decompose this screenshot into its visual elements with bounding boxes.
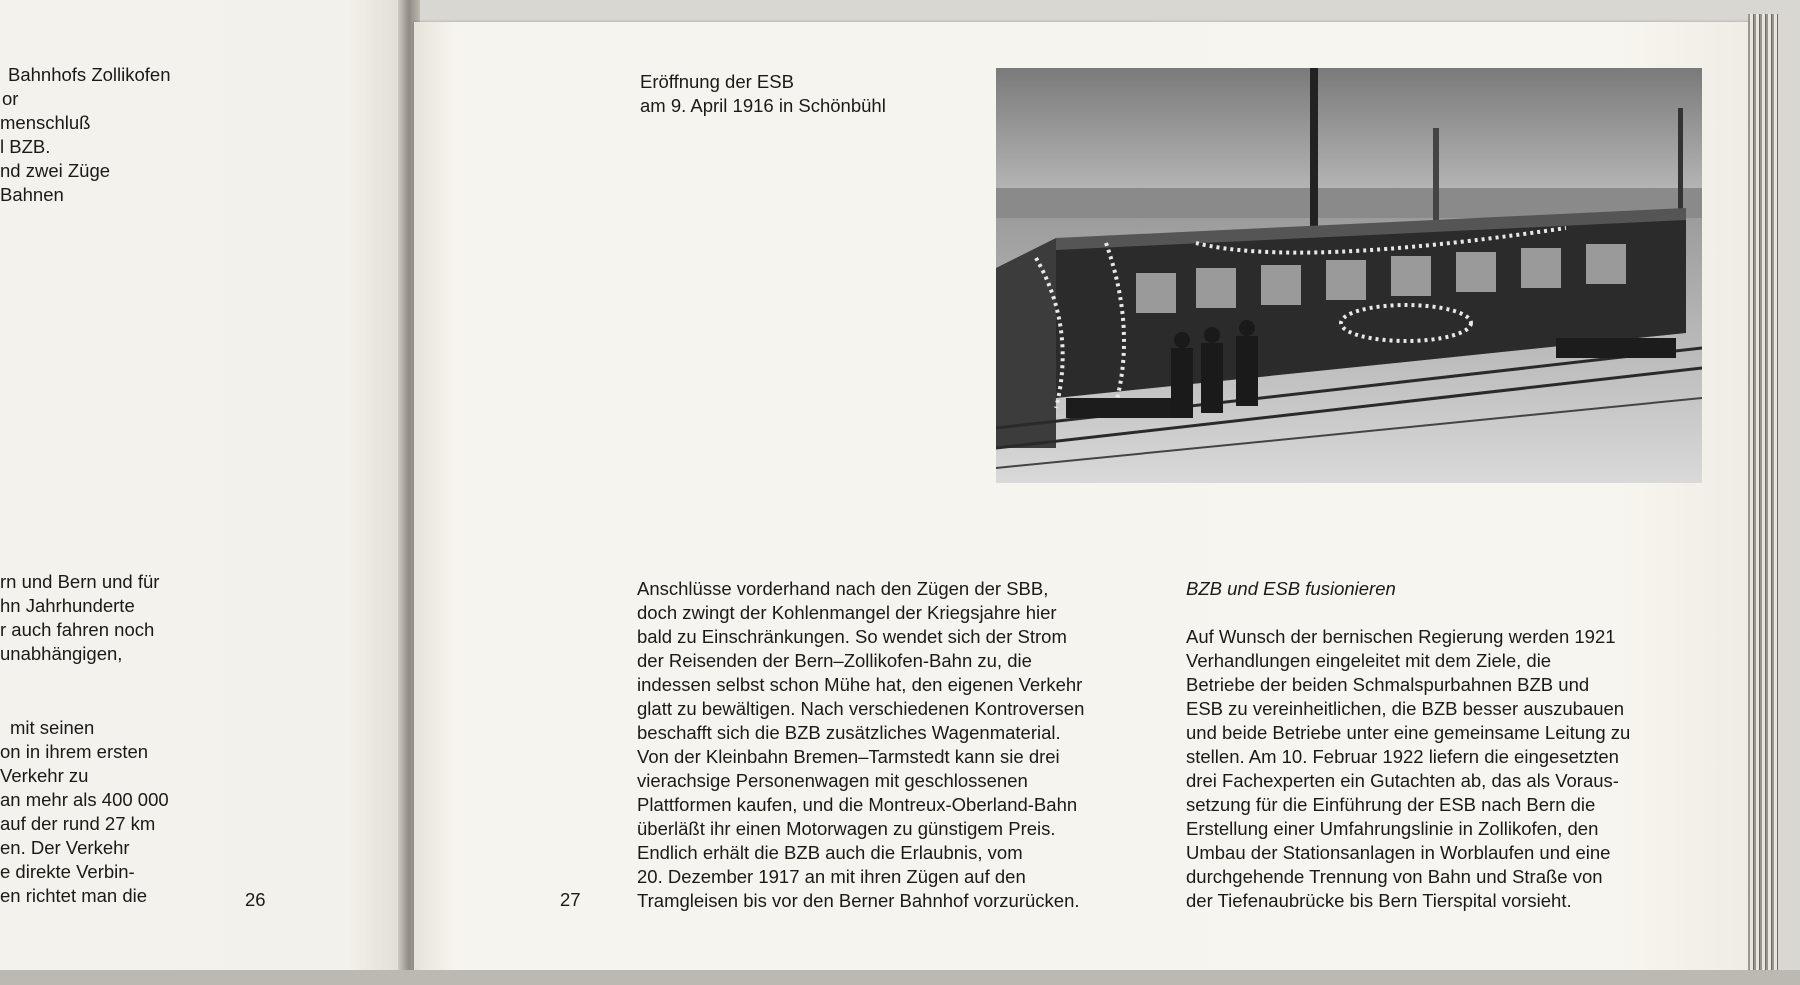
left-low-line: e direkte Verbin- bbox=[0, 861, 135, 882]
body-line: drei Fachexperten ein Gutachten ab, das als Voraus- bbox=[1186, 770, 1619, 791]
left-mid-line: hn Jahrhunderte bbox=[0, 595, 135, 616]
left-low-line: mit seinen bbox=[10, 717, 95, 738]
left-low-line: an mehr als 400 000 bbox=[0, 789, 169, 810]
left-top-line: or bbox=[2, 88, 19, 109]
left-top-line: nd zwei Züge bbox=[0, 160, 111, 181]
left-low-line: en. Der Verkehr bbox=[0, 837, 130, 858]
body-line: glatt zu bewältigen. Nach verschiedenen Kontroversen bbox=[637, 698, 1085, 719]
page-edges bbox=[1748, 14, 1778, 974]
train-photo-graphic bbox=[996, 68, 1702, 483]
left-mid-line: unabhängigen, bbox=[0, 643, 123, 664]
body-line: Plattformen kaufen, und die Montreux-Oberland-Bahn bbox=[637, 794, 1078, 815]
left-low-line: auf der rund 27 km bbox=[0, 813, 156, 834]
left-low-line: en richtet man die bbox=[0, 885, 148, 906]
body-line: überläßt ihr einen Motorwagen zu günstigem Preis. bbox=[637, 818, 1056, 839]
body-line: Erstellung einer Umfahrungslinie in Zollikofen, den bbox=[1186, 818, 1599, 839]
body-line: der Reisenden der Bern–Zollikofen-Bahn zu, die bbox=[637, 650, 1032, 671]
caption-line: am 9. April 1916 in Schönbühl bbox=[640, 95, 886, 116]
body-line: durchgehende Trennung von Bahn und Straße von bbox=[1186, 866, 1603, 887]
body-line: ESB zu vereinheitlichen, die BZB besser auszubauen bbox=[1186, 698, 1625, 719]
body-line: Betriebe der beiden Schmalspurbahnen BZB und bbox=[1186, 674, 1590, 695]
body-line: Endlich erhält die BZB auch die Erlaubnis, vom bbox=[637, 842, 1023, 863]
body-line: stellen. Am 10. Februar 1922 liefern die eingesetzten bbox=[1186, 746, 1619, 767]
body-line: bald zu Einschränkungen. So wendet sich der Strom bbox=[637, 626, 1067, 647]
left-page-text-top bbox=[0, 63, 398, 207]
body-line: Verhandlungen eingeleitet mit dem Ziele, die bbox=[1186, 650, 1552, 671]
body-line: beschafft sich die BZB zusätzliches Wagenmaterial. bbox=[637, 722, 1061, 743]
body-text-column-1 bbox=[637, 577, 1084, 913]
body-line: vierachsige Personenwagen mit geschlossenen bbox=[637, 770, 1028, 791]
left-low-line: on in ihrem ersten bbox=[0, 741, 149, 762]
bottom-shadow bbox=[0, 970, 1800, 985]
historic-train-photo bbox=[996, 68, 1702, 483]
body-line: 20. Dezember 1917 an mit ihren Zügen auf den bbox=[637, 866, 1026, 887]
left-mid-line: rn und Bern und für bbox=[0, 571, 160, 592]
body-line: indessen selbst schon Mühe hat, den eigenen Verkehr bbox=[637, 674, 1083, 695]
body-line: Tramgleisen bis vor den Berner Bahnhof vorzurücken. bbox=[637, 890, 1080, 911]
left-top-line: menschluß bbox=[0, 112, 91, 133]
caption-line: Eröffnung der ESB bbox=[640, 71, 794, 92]
body-text-column-2 bbox=[1186, 625, 1630, 913]
body-line: doch zwingt der Kohlenmangel der Kriegsjahre hier bbox=[637, 602, 1057, 623]
photo-caption bbox=[640, 70, 886, 118]
body-line: der Tiefenaubrücke bis Bern Tierspital vorsieht. bbox=[1186, 890, 1572, 911]
body-line: Auf Wunsch der bernischen Regierung werden 1921 bbox=[1186, 626, 1616, 647]
page-number-right: 27 bbox=[560, 889, 581, 910]
body-line: und beide Betriebe unter eine gemeinsame Leitung zu bbox=[1186, 722, 1631, 743]
left-page-text-mid bbox=[0, 570, 398, 666]
left-low-line: Verkehr zu bbox=[0, 765, 89, 786]
left-mid-line: r auch fahren noch bbox=[0, 619, 155, 640]
body-line: Anschlüsse vorderhand nach den Zügen der SBB, bbox=[637, 578, 1049, 599]
body-line: Umbau der Stationsanlagen in Worblaufen und eine bbox=[1186, 842, 1611, 863]
body-line: setzung für die Einführung der ESB nach Bern die bbox=[1186, 794, 1596, 815]
left-page-text-low bbox=[0, 716, 398, 908]
left-top-line: Bahnhofs Zollikofen bbox=[8, 64, 171, 85]
section-heading: BZB und ESB fusionieren bbox=[1186, 578, 1396, 599]
left-top-line: l BZB. bbox=[0, 136, 51, 157]
body-line: Von der Kleinbahn Bremen–Tarmstedt kann sie drei bbox=[637, 746, 1060, 767]
page-number-left: 26 bbox=[245, 889, 266, 910]
left-top-line: Bahnen bbox=[0, 184, 64, 205]
